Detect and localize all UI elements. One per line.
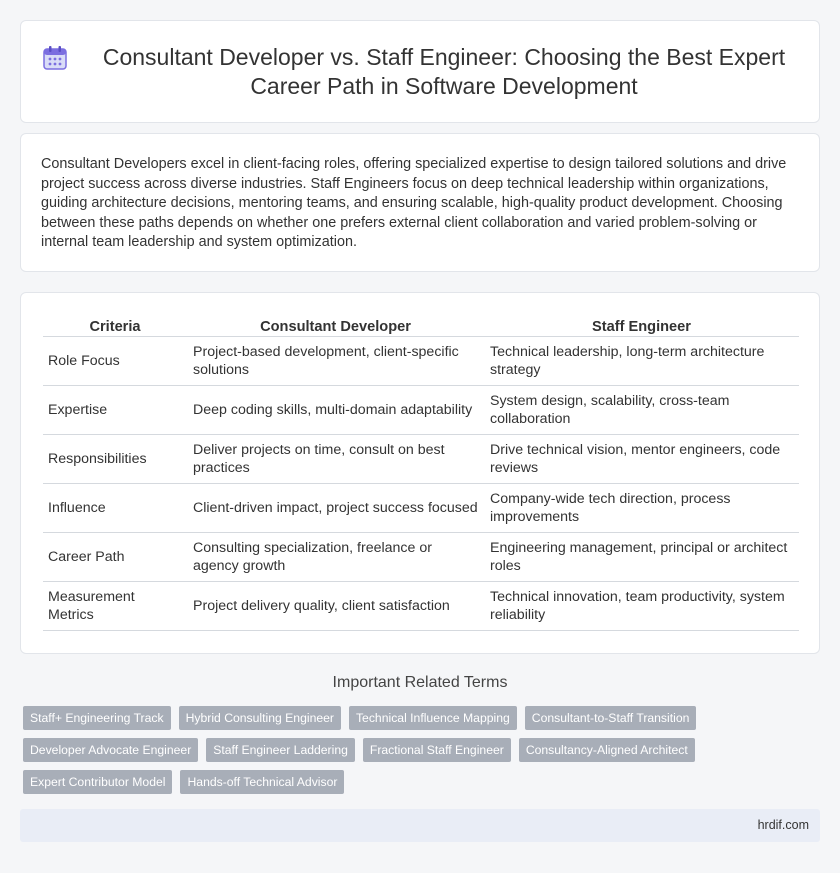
comparison-table: [43, 316, 799, 631]
header-consultant-developer: Consultant Developer: [187, 316, 484, 337]
footer: [20, 809, 820, 842]
consultant-cell: Project delivery quality, client satisfaction: [187, 582, 484, 631]
table-row: [43, 582, 799, 631]
footer-site-link[interactable]: hrdif.com: [757, 818, 809, 832]
related-term-tag[interactable]: Fractional Staff Engineer: [363, 738, 511, 762]
related-term-tag[interactable]: Hybrid Consulting Engineer: [179, 706, 341, 730]
staff-cell: Engineering management, principal or architect roles: [484, 533, 799, 582]
criteria-cell: Measurement Metrics: [43, 582, 187, 631]
related-term-tag[interactable]: Technical Influence Mapping: [349, 706, 517, 730]
header-criteria: Criteria: [43, 316, 187, 337]
comparison-table-card: [20, 292, 820, 654]
consultant-cell: Client-driven impact, project success focused: [187, 484, 484, 533]
title-row: [21, 21, 819, 122]
related-term-tag[interactable]: Developer Advocate Engineer: [23, 738, 198, 762]
header-staff-engineer: Staff Engineer: [484, 316, 799, 337]
related-term-tag[interactable]: Staff Engineer Laddering: [206, 738, 355, 762]
table-row: [43, 533, 799, 582]
header-card: [20, 20, 820, 123]
related-terms-tags: [23, 706, 723, 802]
summary-card: [20, 133, 820, 272]
table-row: [43, 484, 799, 533]
summary-text: Consultant Developers excel in client-facing roles, offering specialized expertise to design tailored solutions and drive project success across diverse industries. Staff Engineers focus on deep technical leadership within organizations, guiding architecture decisions, mentoring teams, and ensuring scalable, high-quality product development. Choosing between these paths depends on whether one prefers external client collaboration and varied problem-solving or internal team leadership and system optimization.: [41, 156, 787, 251]
criteria-cell: Career Path: [43, 533, 187, 582]
criteria-cell: Expertise: [43, 386, 187, 435]
related-term-tag[interactable]: Consultancy-Aligned Architect: [519, 738, 695, 762]
related-terms-title: Important Related Terms: [332, 674, 508, 691]
tag-row: [23, 706, 723, 730]
table-header-row: [43, 316, 799, 337]
staff-cell: Technical leadership, long-term architecture strategy: [484, 337, 799, 386]
staff-cell: System design, scalability, cross-team collaboration: [484, 386, 799, 435]
criteria-cell: Role Focus: [43, 337, 187, 386]
staff-cell: Drive technical vision, mentor engineers, code reviews: [484, 435, 799, 484]
page-title: Consultant Developer vs. Staff Engineer: Choosing the Best Expert Career Path in Software Development: [102, 43, 786, 99]
staff-cell: Technical innovation, team productivity, system reliability: [484, 582, 799, 631]
related-term-tag[interactable]: Expert Contributor Model: [23, 770, 172, 794]
tag-row: [23, 738, 723, 762]
related-term-tag[interactable]: Hands-off Technical Advisor: [180, 770, 344, 794]
related-term-tag[interactable]: Consultant-to-Staff Transition: [525, 706, 697, 730]
staff-cell: Company-wide tech direction, process improvements: [484, 484, 799, 533]
table-row: [43, 337, 799, 386]
table-row: [43, 386, 799, 435]
consultant-cell: Deliver projects on time, consult on best practices: [187, 435, 484, 484]
criteria-cell: Influence: [43, 484, 187, 533]
criteria-cell: Responsibilities: [43, 435, 187, 484]
consultant-cell: Project-based development, client-specific solutions: [187, 337, 484, 386]
consultant-cell: Consulting specialization, freelance or agency growth: [187, 533, 484, 582]
related-term-tag[interactable]: Staff+ Engineering Track: [23, 706, 171, 730]
consultant-cell: Deep coding skills, multi-domain adaptability: [187, 386, 484, 435]
table-row: [43, 435, 799, 484]
tag-row: [23, 770, 723, 794]
calendar-icon: [41, 44, 69, 72]
